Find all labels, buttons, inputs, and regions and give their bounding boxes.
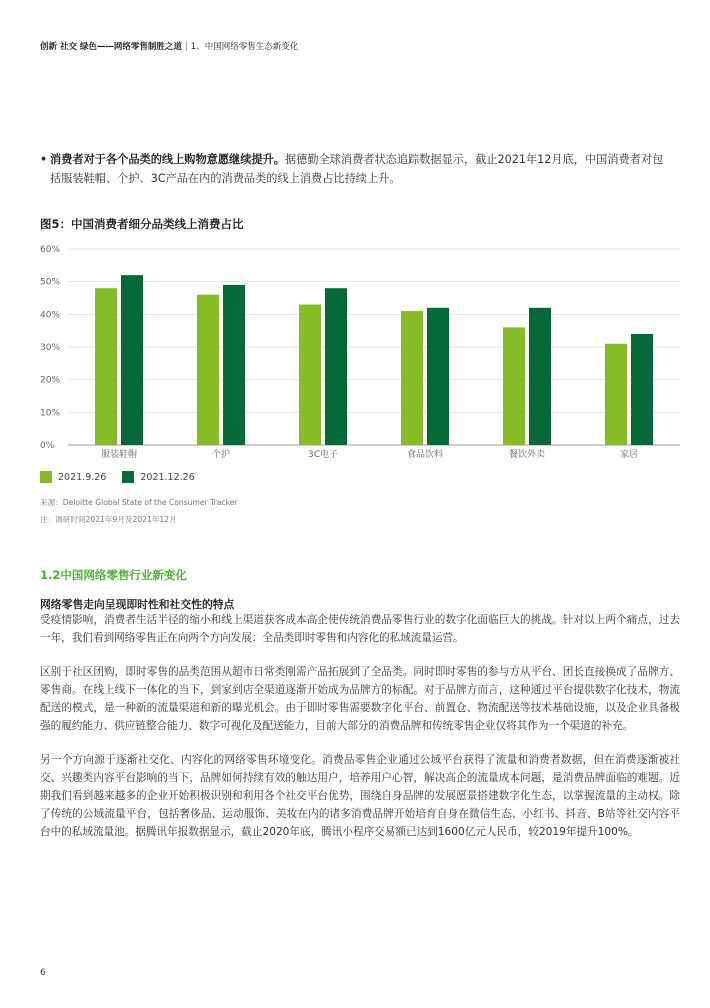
bar [299,305,321,445]
bar [95,288,117,445]
page-number: 6 [40,968,46,978]
y-tick-label: 30% [40,343,61,353]
bar [223,285,245,445]
x-tick-label: 家居 [619,450,639,460]
bar [427,308,449,445]
x-tick-label: 食品饮料 [406,450,444,460]
header-separator: | [184,42,188,52]
bar [325,288,347,445]
bar [605,344,627,445]
section-subtitle: 网络零售走向呈现即时性和社交性的特点 [40,598,235,611]
bar [401,311,423,445]
paragraph-2: 区别于社区团购，即时零售的品类范围从超市日常类刚需产品拓展到了全品类。同时即时零售的参与方从平台、团长直接换成了品牌方、零售商。在线上线下一体化的当下，到家到店全渠道逐渐开始成为品牌方的标配。对于品牌方而言，这种通过平台提供数字化技术，物流配送的模式，是一种新的流量渠道和新的曝光机会。由于即时零售需要数字化平台、前置仓、物流配送等技术基础设施，以及企业具备极强的履约能力、供应链整合能力、数字可视化及配送能力，目前大部分的消费品牌和传统零售企业仅将其作为一个渠道的补充。 [40,666,680,732]
legend-label-sep: 2021.9.26 [58,471,107,483]
x-tick-label: 个护 [211,450,231,460]
legend-item-sep [40,471,106,483]
legend-item-dec [122,471,194,483]
bar-chart [0,232,710,468]
y-tick-label: 20% [40,375,61,386]
body-text [40,611,680,857]
bar [503,327,525,445]
figure-title: 图5：中国消费者细分品类线上消费占比 [40,217,244,231]
figure-note: 注：调研时间2021年9月及2021年12月 [40,515,177,524]
x-tick-label: 餐饮外卖 [508,450,546,460]
bar [197,295,219,445]
section-title: 1.2中国网络零售行业新变化 [40,568,187,582]
y-tick-label: 40% [40,310,61,321]
chart-legend [40,471,195,483]
y-tick-label: 10% [40,408,61,419]
bar [529,308,551,445]
x-tick-label: 3C电子 [307,450,339,460]
header-chapter: 1、中国网络零售生态新变化 [190,42,299,52]
running-header [40,40,298,52]
bullet-lead: 消费者对于各个品类的线上购物意愿继续提升。 [50,153,285,166]
bullet-text-line1: 据德勤全球消费者状态追踪数据显示，截止2021年12月底，中国消费者对包 [284,153,664,166]
x-tick-label: 服装鞋帽 [100,450,138,460]
key-finding-bullet [40,150,680,188]
legend-swatch-dec [122,471,134,483]
y-tick-label: 50% [40,277,61,288]
figure-source: 来源：Deloitte Global State of the Consumer Tracker [40,498,238,507]
paragraph-3: 另一个方向源于逐渐社交化、内容化的网络零售环境变化。消费品零售企业通过公域平台获得了流量和消费者数据，但在消费逐渐被社交、兴趣类内容平台影响的当下，品牌如何持续有效的触达用户，培养用户心智，解决高企的流量成本问题，是消费品牌面临的难题。近期我们看到越来越多的企业开始积极识别和利用各个社交平台优势，围绕自身品牌的发展愿景搭建数字化生态，以掌握流量的主动权。除了传统的公域流量平台，包括奢侈品、运动服饰、美妆在内的诸多消费品牌开始培育自身在微信生态、小红书、抖音、B站等社交内容平台中的私域流量池。据腾讯年报数据显示，截止2020年底，腾讯小程序交易额已达到1600亿元人民币，较2019年提升100%。 [40,754,680,838]
paragraph-1: 受疫情影响，消费者生活半径的缩小和线上渠道获客成本高企使传统消费品零售行业的数字化面临巨大的挑战。针对以上两个痛点，过去一年，我们看到网络零售正在向两个方向发展：全品类即时零售和内容化的私域流量运营。 [40,614,680,644]
y-tick-label: 60% [40,245,61,255]
header-report-title: 创新 社交 绿色——网络零售制胜之道 [40,42,182,52]
legend-swatch-sep [40,471,52,483]
bar [631,334,653,445]
bullet-text-line2: 括服装鞋帽、个护、3C产品在内的消费品类的线上消费占比持续上升。 [50,172,401,185]
bullet-dot: • [40,153,48,166]
bar [121,275,143,445]
legend-label-dec: 2021.12.26 [140,471,195,483]
y-tick-label: 0% [40,441,55,451]
